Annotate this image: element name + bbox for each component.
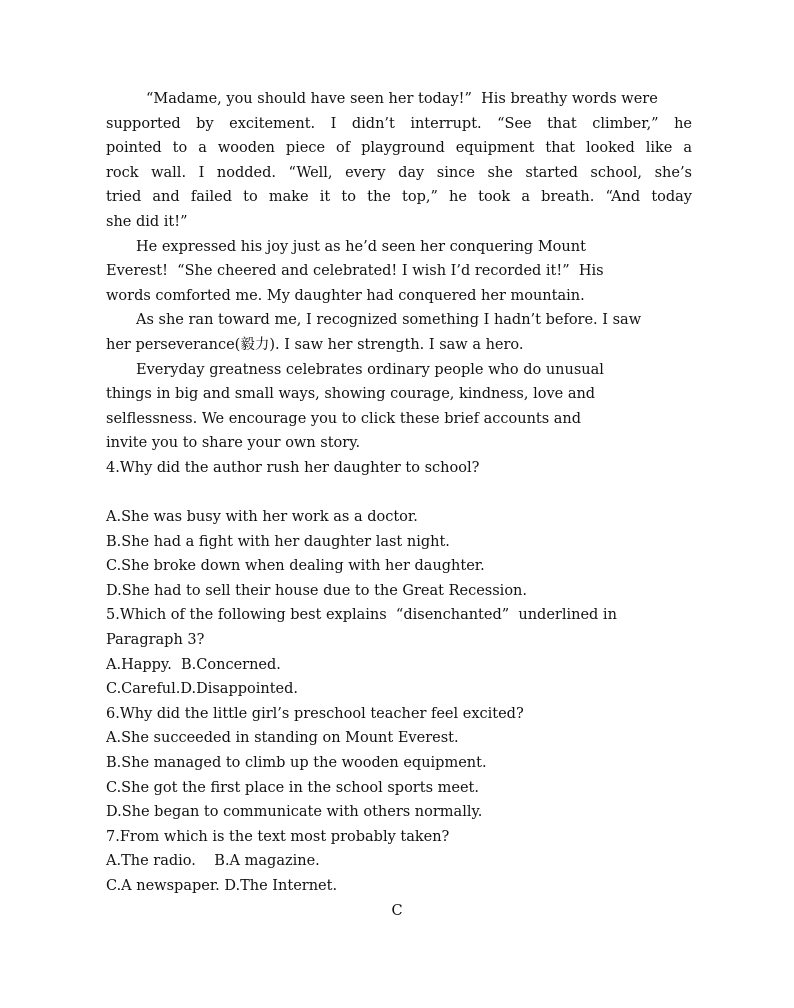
passage-p2-line-2: Everest! “She cheered and celebrated! I wish I’d recorded it!” His	[106, 263, 604, 280]
question-5-options-ab: A.Happy. B.Concerned.	[106, 656, 281, 673]
question-6-option-c: C.She got the first place in the school sports meet.	[106, 779, 479, 796]
question-4-option-b: B.She had a fight with her daughter last night.	[106, 533, 450, 550]
passage-p1-line-1: “Madame, you should have seen her today!” His breathy words were	[146, 91, 658, 107]
passage-p1-line-6: she did it!”	[106, 213, 188, 230]
question-4-stem: 4.Why did the author rush her daughter to school?	[106, 459, 480, 476]
passage-p3-line-1: As she ran toward me, I recognized something I hadn’t before. I saw	[136, 312, 642, 329]
passage-p1-line-5: tried and failed to make it to the top,” he took a breath. “And today	[106, 189, 692, 206]
passage-p3-line-2: her perseverance(毅力). I saw her strength. I saw a hero.	[106, 336, 524, 353]
section-letter: C	[391, 903, 403, 919]
question-4-option-c: C.She broke down when dealing with her daughter.	[106, 558, 485, 575]
passage-p2-line-3: words comforted me. My daughter had conquered her mountain.	[106, 287, 585, 304]
question-7-options-cd: C.A newspaper. D.The Internet.	[106, 878, 338, 894]
question-4-option-a: A.She was busy with her work as a doctor.	[106, 509, 418, 526]
question-6-option-b: B.She managed to climb up the wooden equipment.	[106, 755, 487, 772]
passage-p2-line-1: He expressed his joy just as he’d seen her conquering Mount	[136, 238, 586, 255]
passage-p1-line-2: supported by excitement. I didn’t interrupt. “See that climber,” he	[106, 115, 692, 132]
question-6-stem: 6.Why did the little girl’s preschool teacher feel excited?	[106, 705, 524, 722]
question-5-options-cd: C.Careful.D.Disappointed.	[106, 681, 299, 698]
question-4-option-d: D.She had to sell their house due to the Great Recession.	[106, 582, 527, 599]
question-6-option-d: D.She began to communicate with others normally.	[106, 804, 483, 821]
passage-p4-line-2: things in big and small ways, showing courage, kindness, love and	[106, 386, 596, 403]
question-7-stem: 7.From which is the text most probably taken?	[106, 828, 450, 845]
passage-p4-line-1: Everyday greatness celebrates ordinary people who do unusual	[136, 361, 604, 378]
blank-spacer	[106, 481, 692, 506]
passage-p4-line-3: selflessness. We encourage you to click these brief accounts and	[106, 410, 582, 427]
document-content	[106, 87, 692, 899]
passage-p4-line-4: invite you to share your own story.	[106, 435, 361, 452]
question-5-stem-line-2: Paragraph 3?	[106, 632, 205, 649]
question-7-options-ab: A.The radio. B.A magazine.	[106, 853, 320, 870]
question-6-option-a: A.She succeeded in standing on Mount Everest.	[106, 730, 459, 747]
question-5-stem-line-1: 5.Which of the following best explains “disenchanted” underlined in	[106, 607, 617, 624]
passage-p1-line-3: pointed to a wooden piece of playground equipment that looked like a	[106, 140, 692, 157]
passage-p1-line-4: rock wall. I nodded. “Well, every day since she started school, she’s	[106, 164, 692, 181]
